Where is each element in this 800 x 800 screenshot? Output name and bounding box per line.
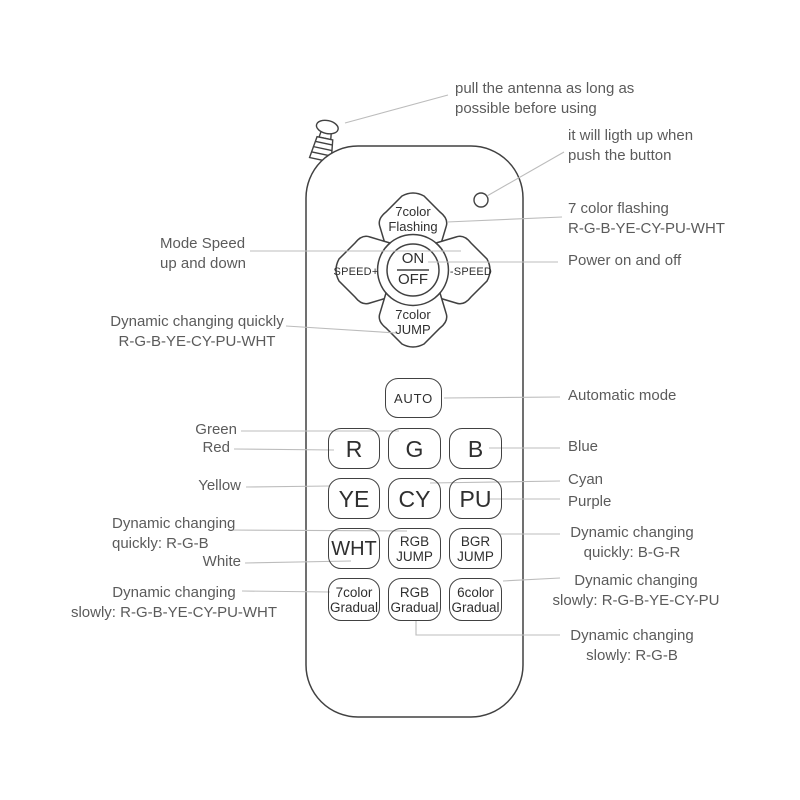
- green-button[interactable]: G: [388, 428, 441, 469]
- annotation-flashing: 7 color flashing R-G-B-YE-CY-PU-WHT: [568, 200, 725, 237]
- gradual6-button[interactable]: 6color Gradual: [449, 578, 502, 621]
- annotation-cyan: Cyan: [568, 471, 604, 488]
- rgb-jump-button[interactable]: RGB JUMP: [388, 528, 441, 569]
- yellow-button[interactable]: YE: [328, 478, 380, 519]
- annotation-antenna: pull the antenna as long as possible before using: [455, 80, 635, 117]
- flashing-button-label: 7color Flashing: [388, 204, 438, 234]
- red-button[interactable]: R: [328, 428, 380, 469]
- annotation-slow-rgb: Dynamic changing slowly: R-G-B: [570, 627, 694, 664]
- annotation-auto: Automatic mode: [568, 387, 677, 404]
- gradual-rgb-button[interactable]: RGB Gradual: [388, 578, 441, 621]
- annotation-slow6: Dynamic changing slowly: R-G-B-YE-CY-PU: [552, 572, 720, 609]
- annotation-green: Green: [195, 421, 237, 438]
- indicator-led: [474, 193, 488, 207]
- annotation-power: Power on and off: [568, 252, 682, 269]
- annotation-slow7: Dynamic changing slowly: R-G-B-YE-CY-PU-WHT: [70, 584, 278, 621]
- annotation-purple: Purple: [568, 493, 612, 510]
- annotation-blue: Blue: [568, 438, 599, 455]
- speed-minus-button-label: -SPEED: [449, 266, 493, 278]
- gradual7-button[interactable]: 7color Gradual: [328, 578, 380, 621]
- annotation-yellow: Yellow: [198, 477, 241, 494]
- annotation-mode-speed: Mode Speed up and down: [160, 235, 246, 272]
- annotation-quick-rgb: Dynamic changing quickly: R-G-B: [112, 515, 236, 552]
- annotation-led: it will ligth up when push the button: [568, 127, 694, 164]
- annotation-quick-bgr: Dynamic changing quickly: B-G-R: [570, 524, 694, 561]
- power-button-label: ON OFF: [398, 250, 428, 288]
- annotation-jump-quick: Dynamic changing quickly R-G-B-YE-CY-PU-WHT: [110, 313, 284, 350]
- white-button[interactable]: WHT: [328, 528, 380, 569]
- blue-button[interactable]: B: [449, 428, 502, 469]
- bgr-jump-button[interactable]: BGR JUMP: [449, 528, 502, 569]
- jump7-button-label: 7color JUMP: [395, 307, 431, 337]
- annotation-white: White: [202, 553, 241, 570]
- speed-plus-button-label: SPEED+: [333, 266, 379, 278]
- auto-button[interactable]: AUTO: [385, 378, 442, 418]
- annotation-red: Red: [202, 439, 230, 456]
- purple-button[interactable]: PU: [449, 478, 502, 519]
- leader-line-antenna: [345, 95, 448, 123]
- cyan-button[interactable]: CY: [388, 478, 441, 519]
